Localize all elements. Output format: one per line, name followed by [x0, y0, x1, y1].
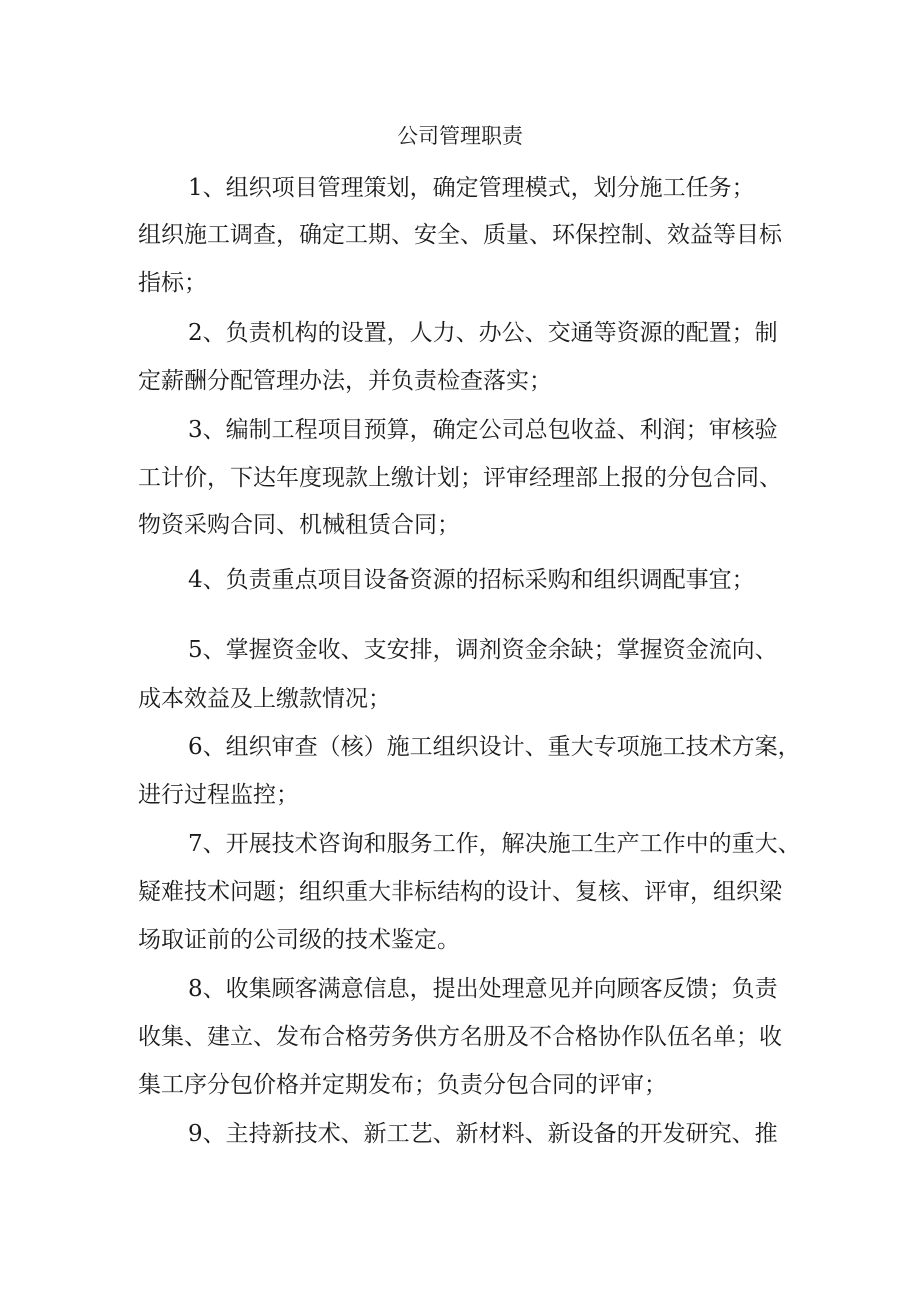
- text-line: 集工序分包价格并定期发布；负责分包合同的评审；: [138, 1072, 667, 1098]
- text-line: 疑难技术问题；组织重大非标结构的设计、复核、评审，组织梁: [138, 879, 782, 905]
- text-line: 成本效益及上缴款情况；: [138, 686, 391, 712]
- text-line: 工计价，下达年度现款上缴计划；评审经理部上报的分包合同、: [138, 465, 782, 491]
- text-line: 进行过程监控；: [138, 782, 299, 808]
- text-line: 5、掌握资金收、支安排，调剂资金余缺；掌握资金流向、: [188, 637, 778, 663]
- text-line: 2、负责机构的设置，人力、办公、交通等资源的配置；制: [188, 320, 778, 346]
- text-line: 组织施工调查，确定工期、安全、质量、环保控制、效益等目标: [138, 222, 782, 248]
- text-line: 收集、建立、发布合格劳务供方名册及不合格协作队伍名单；收: [138, 1024, 782, 1050]
- text-line: 9、主持新技术、新工艺、新材料、新设备的开发研究、推: [188, 1121, 778, 1147]
- text-line: 1、组织项目管理策划，确定管理模式，划分施工任务；: [188, 175, 755, 201]
- text-line: 场取证前的公司级的技术鉴定。: [138, 927, 460, 953]
- text-line: 6、组织审查（核）施工组织设计、重大专项施工技术方案，: [188, 734, 801, 760]
- text-line: 物资采购合同、机械租赁合同；: [138, 512, 460, 538]
- text-line: 3、编制工程项目预算，确定公司总包收益、利润；审核验: [188, 417, 778, 443]
- text-line: 指标；: [138, 270, 207, 296]
- page-title: 公司管理职责: [397, 124, 523, 148]
- text-line: 7、开展技术咨询和服务工作，解决施工生产工作中的重大、: [188, 831, 801, 857]
- text-line: 8、收集顾客满意信息，提出处理意见并向顾客反馈；负责: [188, 976, 778, 1002]
- text-line: 4、负责重点项目设备资源的招标采购和组织调配事宜；: [188, 567, 755, 593]
- text-line: 定薪酬分配管理办法，并负责检查落实；: [138, 368, 552, 394]
